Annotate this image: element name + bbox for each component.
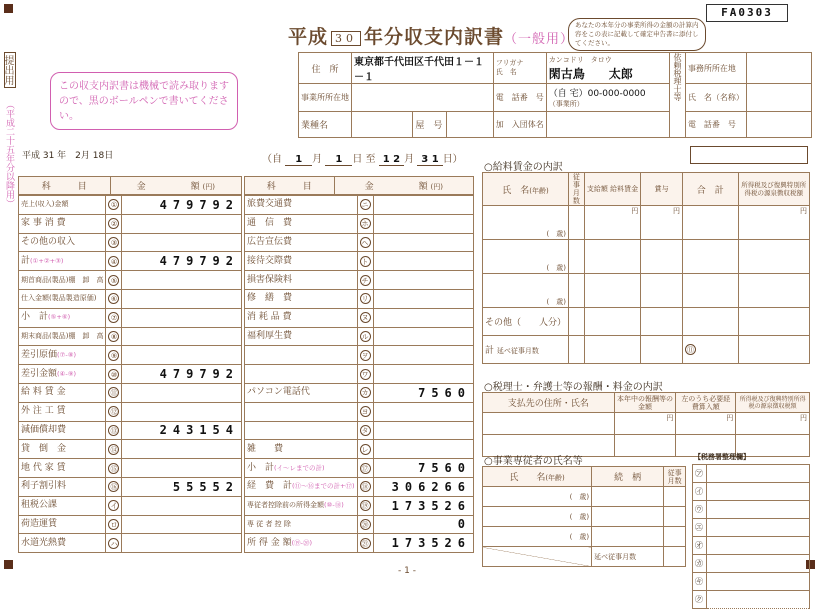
row-label: 消 耗 品 費: [245, 308, 358, 327]
table-row: [245, 440, 474, 459]
row-amount[interactable]: 306266: [373, 477, 473, 496]
row-formula: (⑤+⑥): [48, 313, 71, 322]
row-number: ⑫: [110, 408, 118, 417]
row-amount[interactable]: [373, 440, 473, 459]
row-amount[interactable]: [373, 289, 473, 308]
table-row: [245, 477, 474, 496]
row-number: ⑮: [110, 464, 118, 473]
tax-office-row-label: ㋓: [693, 519, 707, 537]
table-row: [19, 327, 242, 346]
row-amount[interactable]: [122, 534, 242, 553]
table-row: [245, 402, 474, 421]
year-box[interactable]: 30: [331, 31, 361, 46]
machine-notice: この収支内訳書は機械で読み取りますので、黒のボールペンで書いてください。: [50, 72, 238, 130]
row-amount[interactable]: 0: [373, 515, 473, 534]
row-number: ⑬: [110, 426, 118, 435]
table-row: [19, 289, 242, 308]
row-number: カ: [361, 389, 369, 398]
row-number: ⑰: [361, 464, 369, 473]
row-label: 地 代 家 賃: [19, 459, 106, 478]
row-number: ④: [108, 256, 119, 267]
side-label-year: （平成二十五年分以降用）: [4, 100, 14, 208]
row-label: 雑 費: [245, 440, 358, 459]
tax-office-row-value[interactable]: [707, 465, 810, 483]
tax-office-row-label: ㋖: [693, 573, 707, 591]
row-amount[interactable]: 479792: [122, 252, 242, 271]
row-number: ⑧: [108, 331, 119, 342]
row-label: 修 繕 費: [245, 289, 358, 308]
form-code: FA0303: [706, 4, 788, 22]
row-amount[interactable]: [122, 402, 242, 421]
table-row: [19, 346, 242, 365]
row-label: [245, 365, 358, 384]
table-row: [19, 214, 242, 233]
row-formula: (⑲-⑳): [291, 538, 313, 547]
tax-office-row-value[interactable]: [707, 483, 810, 501]
row-number: イ: [110, 502, 118, 511]
row-label: [245, 402, 358, 421]
table-row: [245, 308, 474, 327]
table-row: [19, 252, 242, 271]
table-row: [245, 327, 474, 346]
row-amount[interactable]: [122, 440, 242, 459]
row-amount[interactable]: [373, 365, 473, 384]
table-row: [19, 515, 242, 534]
title-note: あなたの本年分の事業所得の金額の計算内容をこの表に記載して確定申告書に添付してください。: [568, 18, 706, 51]
row-amount[interactable]: 7560: [373, 383, 473, 402]
side-label: 提出用: [4, 52, 16, 88]
tax-office-row-value[interactable]: [707, 573, 810, 591]
row-number: レ: [361, 445, 369, 454]
row-number: ①: [108, 199, 119, 210]
table-row: [19, 365, 242, 384]
row-number: ト: [361, 257, 369, 266]
employees-section-title: ○事業専従者の氏名等: [484, 456, 583, 467]
row-number: ⑦: [108, 312, 119, 323]
salary-extra-box: [690, 146, 808, 164]
row-formula: (イ～レまでの計): [274, 463, 325, 472]
row-formula: (①+②+③): [30, 256, 64, 265]
tax-office-row-label: ㋒: [693, 501, 707, 519]
row-label: 水道光熱費: [19, 534, 106, 553]
row-label: 福利厚生費: [245, 327, 358, 346]
table-row: [19, 308, 242, 327]
row-formula: (⑩-⑱): [324, 501, 344, 510]
row-label: 貸 倒 金: [19, 440, 106, 459]
table-row: [245, 289, 474, 308]
table-row: [19, 271, 242, 290]
row-amount[interactable]: [373, 421, 473, 440]
row-amount[interactable]: [373, 402, 473, 421]
period: （自 1 月 1 日 至 1 2 月 3 1 日）: [262, 154, 463, 165]
row-label: パソコン電話代: [245, 383, 358, 402]
tax-office-row-value[interactable]: [707, 591, 810, 609]
row-label: 広告宣伝費: [245, 233, 358, 252]
table-row: [245, 421, 474, 440]
row-number: ヨ: [361, 408, 369, 417]
row-label: 差引原価(⑦-⑧): [19, 346, 106, 365]
table-row: [245, 496, 474, 515]
row-label: その他の収入: [19, 233, 106, 252]
tax-office-row-label: ㋕: [693, 555, 707, 573]
row-amount[interactable]: [373, 233, 473, 252]
row-number: ③: [108, 237, 119, 248]
row-number: ㉑: [361, 539, 369, 548]
table-row: [245, 252, 474, 271]
row-amount[interactable]: [122, 346, 242, 365]
row-number: ⑲: [361, 502, 369, 511]
row-amount[interactable]: [122, 496, 242, 515]
row-label: 期首商品(製品)棚 卸 高: [19, 271, 106, 290]
row-number: ロ: [110, 520, 118, 529]
table-row: [19, 477, 242, 496]
row-amount[interactable]: 55552: [122, 477, 242, 496]
row-amount[interactable]: 173526: [373, 534, 473, 553]
row-label: [245, 346, 358, 365]
table-row: [245, 346, 474, 365]
row-number: ⑯: [110, 483, 118, 492]
tax-office-table: [692, 464, 810, 609]
row-label: 租税公課: [19, 496, 106, 515]
tax-office-row-value[interactable]: [707, 537, 810, 555]
row-amount[interactable]: [373, 308, 473, 327]
tax-office-row-label: ㋑: [693, 483, 707, 501]
row-label: 計(①+②+③): [19, 252, 106, 271]
row-number: タ: [361, 426, 369, 435]
row-number: ル: [361, 332, 369, 341]
tax-office-title: 【税務署整理欄】: [694, 453, 750, 461]
fees-section-title: ○税理士・弁護士等の報酬・料金の内訳: [484, 382, 663, 393]
table-row: [19, 402, 242, 421]
income-table: 科 目 金 額 (円) 売上(収入)金額 ① 479792 家 事 消 費 ② その他の収入 ③ 計(①+②+③) ④ 479792 期首商品(製品)棚 卸 高 ⑤ 仕入金額(製品製造原価) ⑥ 小 計(⑤+⑥) ⑦ 期末商品(製品)棚 卸 高 ⑧ 差引原価(⑦-⑧) ⑨ 差引金額(④-⑨) ⑩ 479792 給 料 賃 金 ⑪ 外 注 工 賃 ⑫ 減価償却費 ⑬ 243154 貸 倒 金 ⑭ 地 代 家 賃 ⑮ 利子割引料 ⑯ 55552 租税公課 イ 荷造運賃 ロ 水道光熱費 ハ: [18, 176, 242, 553]
table-row: [245, 515, 474, 534]
row-number: チ: [361, 276, 369, 285]
row-label: 小 計(⑤+⑥): [19, 308, 106, 327]
row-label: 減価償却費: [19, 421, 106, 440]
row-amount[interactable]: [122, 289, 242, 308]
row-amount[interactable]: [373, 327, 473, 346]
row-formula: (④-⑨): [57, 369, 77, 378]
row-number: ⑭: [110, 445, 118, 454]
row-formula: (⑦-⑧): [57, 350, 77, 359]
row-amount[interactable]: [122, 327, 242, 346]
row-label: 損害保険料: [245, 271, 358, 290]
row-label: 経 費 計(⑪～⑯までの計+⑰): [245, 477, 358, 496]
corner-mark-top-left: [4, 4, 13, 13]
salary-section-title: ○給料賃金の内訳: [484, 162, 563, 173]
row-number: ⑪: [110, 389, 118, 398]
table-row: [245, 383, 474, 402]
row-number: ⑳: [361, 520, 369, 529]
row-label: 小 計(イ～レまでの計): [245, 459, 358, 478]
row-amount[interactable]: [373, 346, 473, 365]
row-label: 所 得 金 額(⑲-⑳): [245, 534, 358, 553]
row-label: 旅費交通費: [245, 196, 358, 215]
row-label: 差引金額(④-⑨): [19, 365, 106, 384]
page-title: 平成 30 年分収支内訳書（一般用）: [288, 26, 575, 48]
row-label: 給 料 賃 金: [19, 383, 106, 402]
table-row: [245, 214, 474, 233]
table-row: [19, 459, 242, 478]
fees-table: 支払先の住所・氏名 本年中の報酬等の金額 左のうち必要経費算入額 所得税及び復興特別所得税の源泉徴収税額 円 円 円: [482, 392, 810, 457]
tax-office-row-value[interactable]: [707, 555, 810, 573]
tax-office-row-value[interactable]: [707, 519, 810, 537]
row-number: ヘ: [361, 238, 369, 247]
row-label: 専 従 者 控 除: [245, 515, 358, 534]
row-number: ホ: [361, 220, 369, 229]
row-number: ワ: [361, 370, 369, 379]
row-amount[interactable]: [122, 459, 242, 478]
row-amount[interactable]: [373, 196, 473, 215]
row-label: 専従者控除前の所得金額(⑩-⑱): [245, 496, 358, 515]
row-label: 売上(収入)金額: [19, 196, 106, 215]
row-amount[interactable]: [122, 271, 242, 290]
table-row: [19, 496, 242, 515]
address-value[interactable]: 東京都千代田区千代田１－１－１: [352, 53, 494, 84]
table-row: [245, 233, 474, 252]
row-amount[interactable]: 173526: [373, 496, 473, 515]
row-number: ヌ: [361, 314, 369, 323]
row-label: 荷造運賃: [19, 515, 106, 534]
row-number: ⑥: [108, 293, 119, 304]
table-row: [19, 233, 242, 252]
row-amount[interactable]: 243154: [122, 421, 242, 440]
row-number: ⑩: [108, 369, 119, 380]
row-label: 期末商品(製品)棚 卸 高: [19, 327, 106, 346]
row-amount[interactable]: [373, 214, 473, 233]
table-row: [19, 440, 242, 459]
row-number: ニ: [361, 201, 369, 210]
table-row: [19, 534, 242, 553]
row-label: 接待交際費: [245, 252, 358, 271]
tax-office-row-label: ㋐: [693, 465, 707, 483]
row-number: ⑤: [108, 275, 119, 286]
row-number: ⑨: [108, 350, 119, 361]
tax-office-row-label: ㋔: [693, 537, 707, 555]
row-label: 利子割引料: [19, 477, 106, 496]
row-label: 仕入金額(製品製造原価): [19, 289, 106, 308]
corner-mark-bottom-left: [4, 560, 13, 569]
table-row: [19, 421, 242, 440]
tax-office-row-value[interactable]: [707, 501, 810, 519]
row-amount[interactable]: [122, 214, 242, 233]
table-row: [245, 534, 474, 553]
salary-table: 氏 名(年齢) 従事月数 支給額 給料賃金 賞与 合 計 所得税及び復興特別所得税の源泉徴収税額 ( 歳) 円 円 円 ( 歳) ( 歳) その他（ 人分） 計 延べ従事月数 ⑪: [482, 172, 810, 364]
row-number: ヲ: [361, 351, 369, 360]
row-amount[interactable]: 479792: [122, 365, 242, 384]
name-value[interactable]: 閑古鳥 太郎: [548, 66, 633, 81]
table-row: [245, 459, 474, 478]
row-amount[interactable]: [122, 308, 242, 327]
row-amount[interactable]: [122, 383, 242, 402]
row-amount[interactable]: 479792: [122, 196, 242, 215]
table-row: [245, 196, 474, 215]
employees-table: 氏 名(年齢) 続 柄 従事月数 ( 歳) ( 歳) ( 歳) 延べ従事月数: [482, 466, 686, 567]
row-amount[interactable]: [122, 233, 242, 252]
taxpayer-info: 住 所 東京都千代田区千代田１－１－１ フリガナ 氏 名 カンコドリ タロウ 閑古鳥 太郎 依頼税理士等 事務所所在地 事業所所在地 電 話番 号 （自 宅）00-000-0000 （事業所） 氏 名（名称） 業種名 屋 号 加 入団体名 電 話番 号: [298, 52, 812, 138]
row-label: [245, 421, 358, 440]
page-number: - 1 -: [398, 566, 416, 576]
row-formula: (⑪～⑯までの計+⑰): [292, 482, 355, 491]
row-amount[interactable]: 7560: [373, 459, 473, 478]
row-label: 外 注 工 賃: [19, 402, 106, 421]
row-amount[interactable]: [122, 515, 242, 534]
row-amount[interactable]: [373, 271, 473, 290]
table-row: [245, 365, 474, 384]
tax-office-row-label: ㋗: [693, 591, 707, 609]
expense-table: 科 目 金 額 (円) 旅費交通費 ニ 通 信 費 ホ 広告宣伝費 ヘ 接待交際費 ト 損害保険料 チ 修 繕 費 リ 消 耗 品 費 ヌ 福利厚生費 ル ヲ ワ パソコン電話代 カ 7560 ヨ タ 雑 費 レ 小 計(イ～レまでの計) ⑰ 7560 経 費 計(⑪～⑯までの計+⑰) ⑱ 306266 専従者控除前の所得金額(⑩-⑱) ⑲ 173526 専 従 者 控 除 ⑳ 0 所 得 金 額(⑲-⑳) ㉑ 173526: [244, 176, 474, 553]
filing-date: 平成 31 年 2月 18日: [22, 151, 114, 161]
table-row: [19, 383, 242, 402]
row-label: 家 事 消 費: [19, 214, 106, 233]
row-number: ハ: [110, 539, 118, 548]
row-number: リ: [361, 295, 369, 304]
row-number: ⑱: [361, 483, 369, 492]
row-number: ②: [108, 218, 119, 229]
row-amount[interactable]: [373, 252, 473, 271]
table-row: [245, 271, 474, 290]
table-row: [19, 196, 242, 215]
row-label: 通 信 費: [245, 214, 358, 233]
